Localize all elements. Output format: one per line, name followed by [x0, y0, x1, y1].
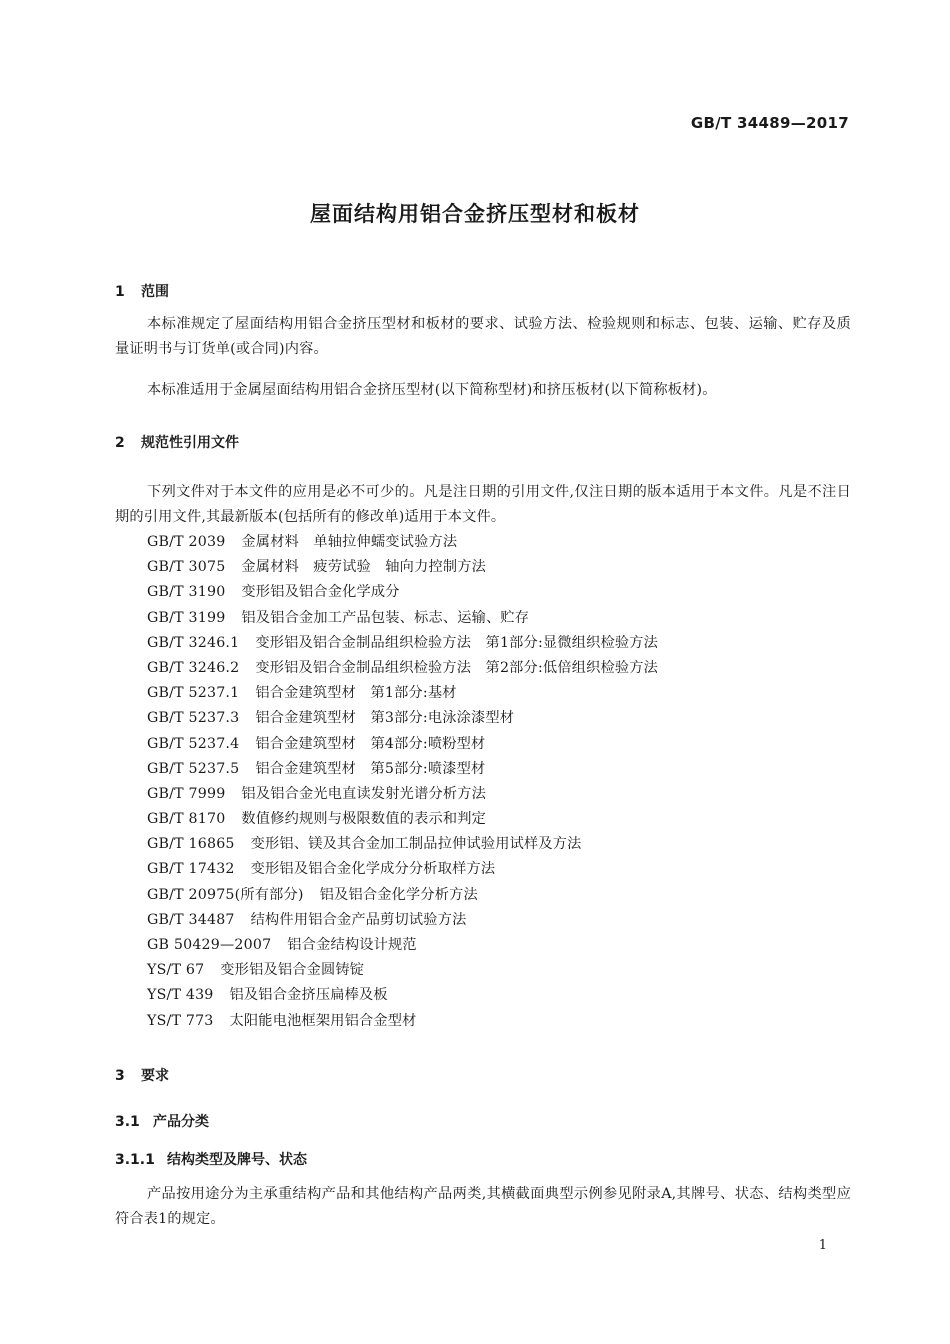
reference-title: 变形铝及铝合金制品组织检验方法 第1部分:显微组织检验方法 [255, 634, 659, 651]
product-classification-paragraph: 产品按用途分为主承重结构产品和其他结构产品两类,其横截面典型示例参见附录A,其牌号、状态、结构类型应符合表1的规定。 [115, 1186, 851, 1227]
section-2-number: 2 [115, 435, 125, 451]
reference-item [147, 631, 658, 656]
reference-code: YS/T 439 [147, 987, 214, 1004]
reference-title: 变形铝及铝合金化学成分分析取样方法 [250, 861, 496, 878]
reference-code: GB 50429—2007 [147, 937, 272, 953]
reference-title: 铝合金结构设计规范 [287, 937, 417, 953]
reference-title: 数值修约规则与极限数值的表示和判定 [241, 811, 487, 828]
reference-item [147, 656, 658, 681]
reference-item [147, 883, 658, 908]
reference-title: 太阳能电池框架用铝合金型材 [229, 1012, 417, 1029]
reference-item [147, 530, 658, 555]
normative-references-intro: 下列文件对于本文件的应用是必不可少的。凡是注日期的引用文件,仅注日期的版本适用于本文件。凡是不注日期的引用文件,其最新版本(包括所有的修改单)适用于本文件。 [115, 484, 851, 525]
reference-code: YS/T 67 [147, 962, 205, 979]
reference-code: YS/T 773 [147, 1012, 214, 1029]
scope-paragraph-2: 本标准适用于金属屋面结构用铝合金挤压型材(以下简称型材)和挤压板材(以下简称板材)。 [147, 382, 717, 398]
reference-code: GB/T 2039 [147, 534, 226, 550]
normative-reference-list [147, 530, 658, 1034]
section-3-title: 要求 [141, 1068, 169, 1084]
reference-code: GB/T 3075 [147, 559, 226, 576]
section-3-1-1-title: 结构类型及牌号、状态 [167, 1152, 307, 1168]
reference-item [147, 555, 658, 580]
section-1-number: 1 [115, 284, 125, 300]
reference-title: 铝合金建筑型材 第5部分:喷漆型材 [255, 760, 486, 777]
section-3-1-1-number: 3.1.1 [115, 1152, 155, 1168]
reference-item [147, 807, 658, 832]
reference-title: 铝合金建筑型材 第3部分:电泳涂漆型材 [255, 710, 515, 727]
reference-item [147, 983, 658, 1008]
reference-title: 铝及铝合金挤压扁棒及板 [229, 987, 388, 1004]
section-1-heading [115, 281, 169, 301]
reference-code: GB/T 5237.4 [147, 735, 240, 752]
reference-title: 铝合金建筑型材 第4部分:喷粉型材 [255, 735, 486, 752]
scope-paragraph-1: 本标准规定了屋面结构用铝合金挤压型材和板材的要求、试验方法、检验规则和标志、包装、运输、贮存及质量证明书与订货单(或合同)内容。 [115, 316, 851, 357]
reference-title: 铝合金建筑型材 第1部分:基材 [255, 685, 457, 702]
reference-item [147, 580, 658, 605]
section-1-title: 范围 [141, 284, 169, 300]
section-3-1-title: 产品分类 [153, 1114, 209, 1130]
document-title: 屋面结构用铝合金挤压型材和板材 [310, 202, 640, 226]
section-3-1-number: 3.1 [115, 1114, 140, 1130]
section-3-1-heading [115, 1111, 209, 1131]
section-2-heading [115, 432, 239, 452]
reference-item [147, 857, 658, 882]
page-number: 1 [818, 1238, 827, 1253]
reference-code: GB/T 3246.2 [147, 659, 240, 676]
section-3-number: 3 [115, 1068, 125, 1084]
reference-item [147, 832, 658, 857]
reference-code: GB/T 3246.1 [147, 634, 240, 651]
reference-code: GB/T 34487 [147, 911, 235, 928]
reference-code: GB/T 5237.3 [147, 710, 240, 727]
reference-title: 铝及铝合金光电直读发射光谱分析方法 [241, 785, 487, 802]
reference-item [147, 782, 658, 807]
section-2-title: 规范性引用文件 [141, 435, 239, 451]
reference-title: 铝及铝合金化学分析方法 [319, 886, 478, 903]
reference-code: GB/T 8170 [147, 811, 226, 828]
reference-code: GB/T 7999 [147, 785, 226, 802]
reference-code: GB/T 3199 [147, 609, 226, 626]
reference-code: GB/T 17432 [147, 861, 235, 878]
reference-code: GB/T 3190 [147, 584, 226, 601]
reference-title: 变形铝及铝合金制品组织检验方法 第2部分:低倍组织检验方法 [255, 659, 659, 676]
reference-title: 结构件用铝合金产品剪切试验方法 [250, 911, 467, 928]
reference-title: 变形铝、镁及其合金加工制品拉伸试验用试样及方法 [250, 836, 582, 853]
reference-item [147, 606, 658, 631]
reference-item [147, 681, 658, 706]
reference-item [147, 757, 658, 782]
section-3-heading [115, 1065, 169, 1085]
reference-title: 金属材料 单轴拉伸蠕变试验方法 [241, 534, 458, 550]
section-3-1-1-heading [115, 1149, 307, 1169]
reference-code: GB/T 16865 [147, 836, 235, 853]
reference-title: 变形铝及铝合金圆铸锭 [220, 962, 365, 979]
reference-item [147, 706, 658, 731]
reference-code: GB/T 20975(所有部分) [147, 886, 304, 903]
reference-code: GB/T 5237.1 [147, 685, 240, 702]
reference-item [147, 1009, 658, 1034]
reference-title: 铝及铝合金加工产品包装、标志、运输、贮存 [241, 609, 530, 626]
reference-item [147, 958, 658, 983]
reference-code: GB/T 5237.5 [147, 760, 240, 777]
reference-item [147, 933, 658, 958]
reference-item [147, 732, 658, 757]
reference-title: 金属材料 疲劳试验 轴向力控制方法 [241, 559, 487, 576]
reference-title: 变形铝及铝合金化学成分 [241, 584, 400, 601]
reference-item [147, 908, 658, 933]
standard-number: GB/T 34489—2017 [690, 114, 849, 132]
